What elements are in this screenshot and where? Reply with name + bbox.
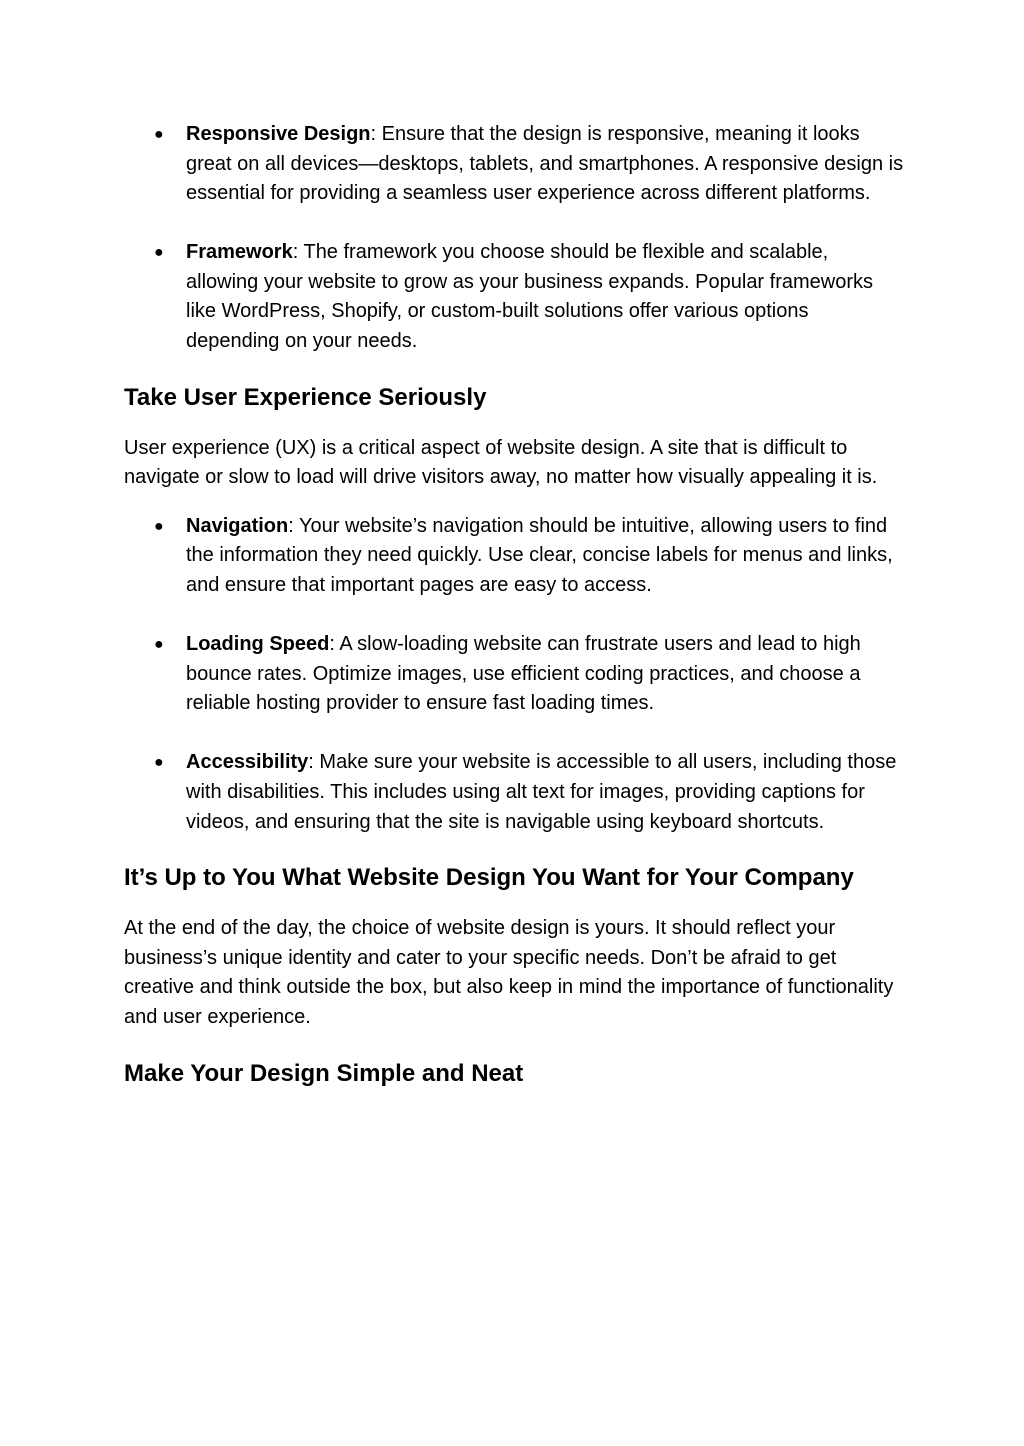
design-considerations-list [124, 120, 904, 357]
user-experience-list [124, 512, 904, 837]
document-page [124, 120, 904, 1091]
list-item-term: Responsive Design [186, 123, 371, 145]
list-item-term: Framework [186, 241, 293, 264]
section-heading-user-experience: Take User Experience Seriously [124, 383, 487, 411]
section-heading-design-choice: It’s Up to You What Website Design You Want for Your Company [124, 864, 854, 892]
list-item-text: : Your website’s navigation should be intuitive, allowing users to find the information they need quickly. Use clear, concise labels for menus and links, and ensure that important pages are easy to access. [186, 514, 893, 597]
paragraph-design-choice: At the end of the day, the choice of website design is yours. It should reflect your business’s unique identity and cater to your specific needs. Don’t be afraid to get creative and think outside the box, but also keep in mind the importance of functionality and user experience. [124, 917, 894, 1028]
list-item-term: Accessibility [186, 751, 309, 774]
list-item-term: Loading Speed [186, 633, 330, 656]
list-item-text: : The framework you choose should be flexible and scalable, allowing your website to grow as your business expands. Popular frameworks like WordPress, Shopify, or custom-built solutions offer various options depending on your needs. [186, 241, 874, 353]
list-item-responsive-design [124, 120, 904, 209]
list-item-loading-speed [124, 630, 904, 719]
bullet-icon: ● [154, 517, 164, 535]
section-heading-simple-design: Make Your Design Simple and Neat [124, 1059, 524, 1087]
bullet-icon: ● [154, 126, 164, 143]
list-item-framework [124, 238, 904, 356]
bullet-icon: ● [154, 754, 164, 772]
bullet-icon: ● [154, 636, 164, 654]
list-item-text: : A slow-loading website can frustrate users and lead to high bounce rates. Optimize images, use efficient coding practices, and choose a reliable hosting provider to ensure fast loading times. [186, 633, 861, 715]
paragraph-user-experience: User experience (UX) is a critical aspect of website design. A site that is difficult to navigate or slow to load will drive visitors away, no matter how visually appealing it is. [124, 436, 878, 489]
list-item-text: : Ensure that the design is responsive, meaning it looks great on all devices—desktops, tablets, and smartphones. A responsive design is essential for providing a seamless user experience across different platforms. [186, 123, 904, 205]
list-item-term: Navigation [186, 514, 289, 537]
list-item-text: : Make sure your website is accessible to all users, including those with disabilities. This includes using alt text for images, providing captions for videos, and ensuring that the site is navigable using keyboard shortcuts. [186, 751, 897, 833]
list-item-navigation [124, 512, 904, 601]
bullet-icon: ● [154, 244, 164, 262]
list-item-accessibility [124, 748, 904, 837]
